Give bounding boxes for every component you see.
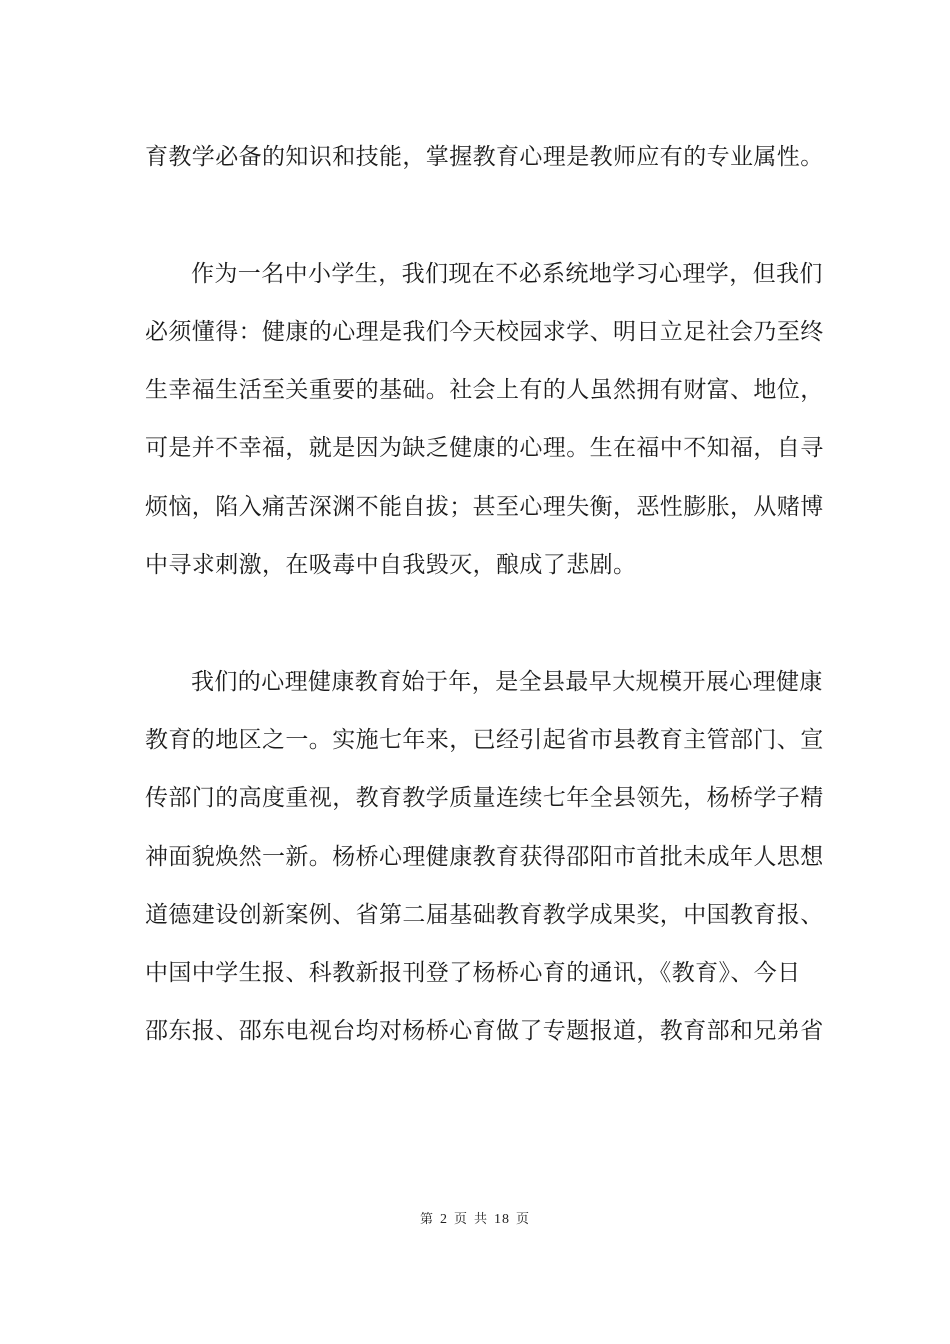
total-pages-number: 18 (494, 1212, 511, 1227)
text-line: 中寻求刺激，在吸毒中自我毁灭，酿成了悲剧。 (145, 552, 637, 579)
footer-total-label: 共 (474, 1212, 489, 1227)
text-line: 道德建设创新案例、省第二届基础教育教学成果奖，中国教育报、 (145, 901, 824, 928)
footer-page-label: 页 (453, 1212, 468, 1227)
paragraph-start-line: 我们的心理健康教育始于年，是全县最早大规模开展心理健康 (191, 668, 823, 695)
text-line: 生幸福生活至关重要的基础。社会上有的人虽然拥有财富、地位， (145, 377, 824, 404)
text-line: 教育的地区之一。实施七年来，已经引起省市县教育主管部门、宣 (145, 726, 824, 753)
blank-line (145, 186, 810, 244)
body-text (145, 128, 824, 1061)
text-line: 神面貌焕然一新。杨桥心理健康教育获得邵阳市首批未成年人思想 (145, 843, 824, 870)
footer-suffix: 页 (516, 1212, 531, 1227)
text-line: 传部门的高度重视，教育教学质量连续七年全县领先，杨桥学子精 (145, 785, 824, 812)
footer-prefix: 第 (419, 1212, 434, 1227)
text-line: 中国中学生报、科教新报刊登了杨桥心育的通讯，《教育》、今日 (145, 960, 801, 987)
current-page-number: 2 (439, 1212, 448, 1227)
text-line: 可是并不幸福，就是因为缺乏健康的心理。生在福中不知福，自寻 (145, 435, 824, 462)
page-footer (0, 1208, 950, 1228)
text-line: 烦恼，陷入痛苦深渊不能自拔；甚至心理失衡，恶性膨胀，从赌博 (145, 493, 824, 520)
text-line: 必须懂得：健康的心理是我们今天校园求学、明日立足社会乃至终 (145, 318, 824, 345)
paragraph-start-line: 作为一名中小学生，我们现在不必系统地学习心理学，但我们 (191, 260, 823, 287)
blank-line (145, 594, 810, 652)
text-line: 育教学必备的知识和技能，掌握教育心理是教师应有的专业属性。 (145, 144, 824, 170)
text-line: 邵东报、邵东电视台均对杨桥心育做了专题报道，教育部和兄弟省 (145, 1018, 824, 1045)
